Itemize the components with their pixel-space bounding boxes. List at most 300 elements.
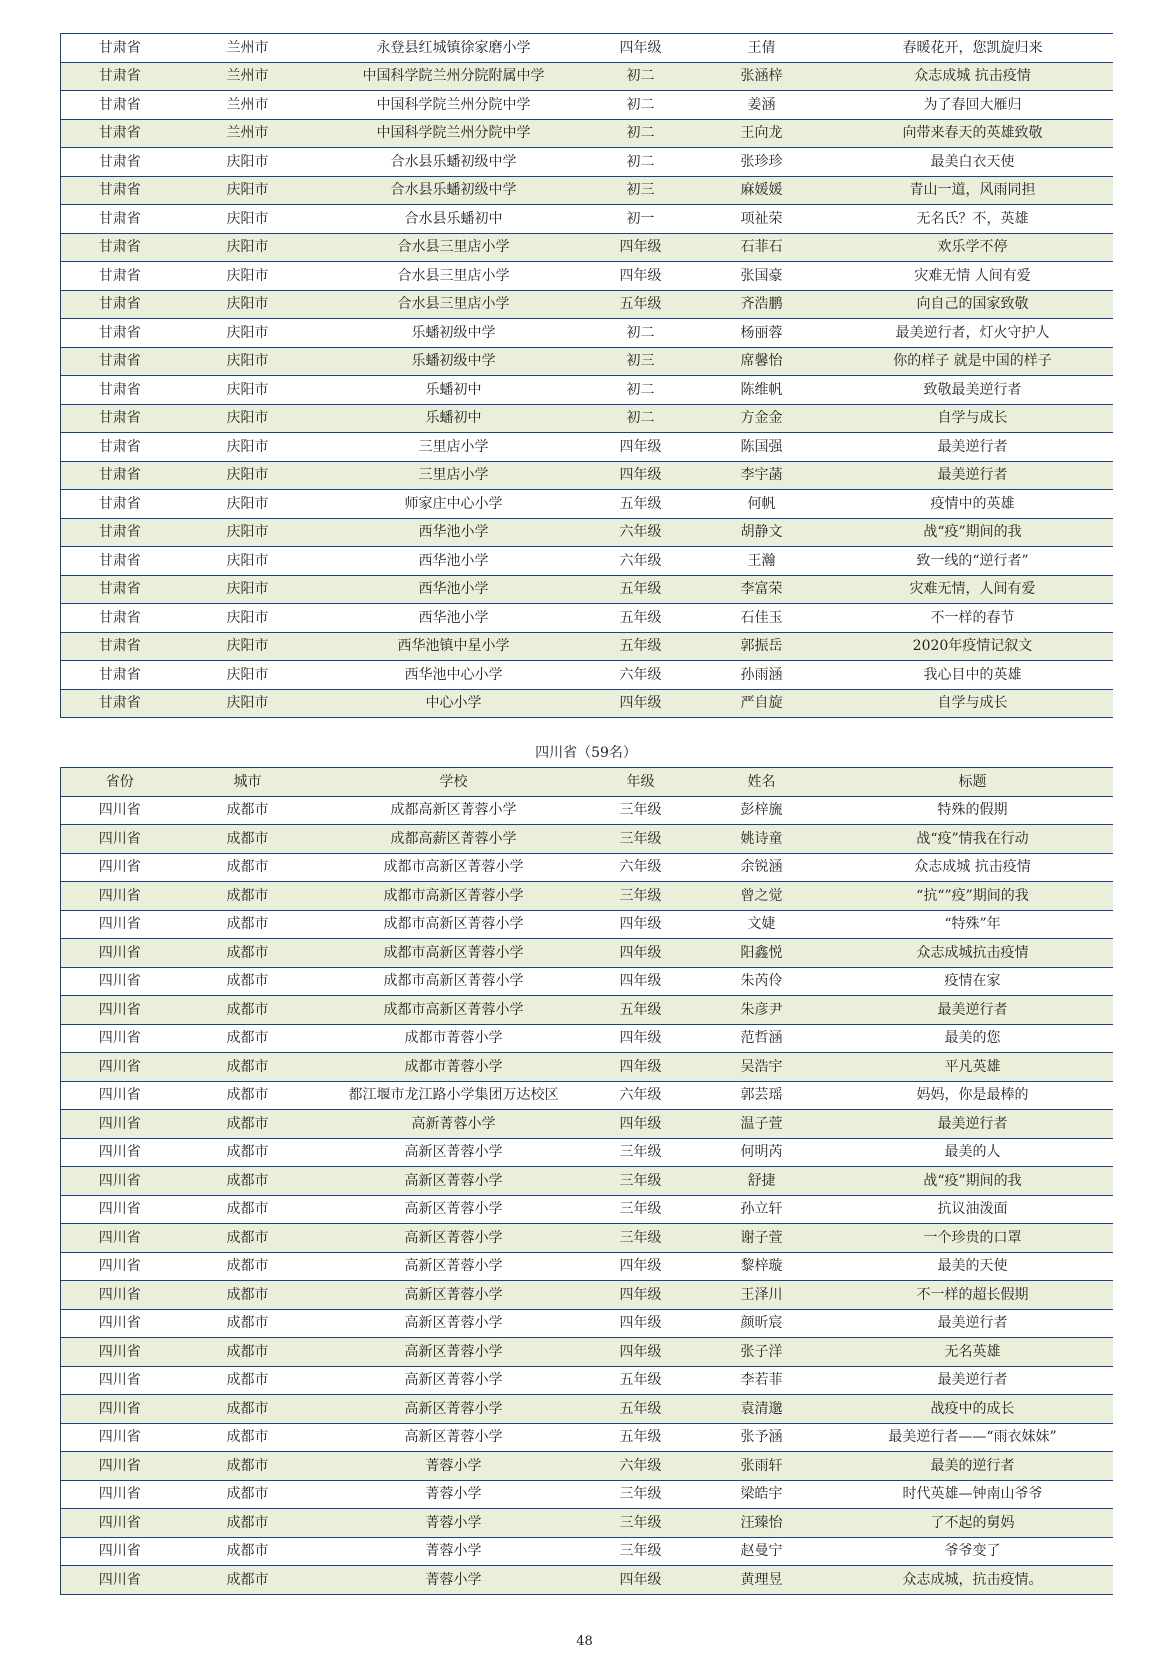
cell-school: 乐蟠初级中学 <box>317 319 591 348</box>
cell-province: 甘肃省 <box>61 490 179 519</box>
cell-grade: 四年级 <box>591 1053 691 1082</box>
table-row <box>61 547 1113 576</box>
table-row <box>61 1167 1113 1196</box>
cell-grade: 三年级 <box>591 1167 691 1196</box>
cell-grade: 初二 <box>591 62 691 91</box>
table-row <box>61 1281 1113 1310</box>
cell-school: 成都市高新区菁蓉小学 <box>317 939 591 968</box>
cell-title: 众志成城 抗击疫情 <box>833 853 1113 882</box>
cell-name: 吴浩宇 <box>691 1053 833 1082</box>
gansu-table <box>60 33 1113 718</box>
cell-title: 灾难无情 人间有爱 <box>833 262 1113 291</box>
cell-city: 成都市 <box>179 1281 317 1310</box>
cell-city: 成都市 <box>179 1024 317 1053</box>
page-number: 48 <box>576 1634 593 1649</box>
cell-name: 张予涵 <box>691 1423 833 1452</box>
table-row <box>61 996 1113 1025</box>
cell-title: 春暖花开，您凯旋归来 <box>833 34 1113 63</box>
table-row <box>61 34 1113 63</box>
table-row <box>61 1338 1113 1367</box>
cell-school: 菁蓉小学 <box>317 1452 591 1481</box>
table-row <box>61 825 1113 854</box>
cell-name: 黄理昱 <box>691 1566 833 1595</box>
table-row <box>61 319 1113 348</box>
cell-name: 谢子萱 <box>691 1224 833 1253</box>
cell-city: 成都市 <box>179 796 317 825</box>
cell-school: 西华池小学 <box>317 575 591 604</box>
cell-school: 合水县乐蟠初级中学 <box>317 176 591 205</box>
header-city: 城市 <box>179 768 317 797</box>
cell-name: 杨丽蓉 <box>691 319 833 348</box>
cell-name: 项祉荣 <box>691 205 833 234</box>
cell-grade: 四年级 <box>591 262 691 291</box>
cell-city: 成都市 <box>179 1509 317 1538</box>
cell-name: 李若菲 <box>691 1366 833 1395</box>
cell-province: 四川省 <box>61 853 179 882</box>
cell-city: 庆阳市 <box>179 262 317 291</box>
cell-name: 王向龙 <box>691 119 833 148</box>
cell-title: 战“疫”情我在行动 <box>833 825 1113 854</box>
cell-name: 麻媛媛 <box>691 176 833 205</box>
cell-name: 王瀚 <box>691 547 833 576</box>
cell-grade: 初二 <box>591 319 691 348</box>
cell-grade: 四年级 <box>591 689 691 718</box>
cell-title: “抗“”疫”期间的我 <box>833 882 1113 911</box>
cell-school: 成都市菁蓉小学 <box>317 1053 591 1082</box>
cell-title: 2020年疫情记叙文 <box>833 632 1113 661</box>
cell-city: 成都市 <box>179 825 317 854</box>
cell-grade: 四年级 <box>591 1110 691 1139</box>
cell-province: 四川省 <box>61 996 179 1025</box>
cell-name: 郭振岳 <box>691 632 833 661</box>
cell-title: 战疫中的成长 <box>833 1395 1113 1424</box>
cell-province: 甘肃省 <box>61 290 179 319</box>
cell-grade: 四年级 <box>591 1338 691 1367</box>
cell-name: 姜涵 <box>691 91 833 120</box>
table-row <box>61 347 1113 376</box>
cell-title: 不一样的超长假期 <box>833 1281 1113 1310</box>
cell-grade: 四年级 <box>591 910 691 939</box>
header-name: 姓名 <box>691 768 833 797</box>
cell-school: 合水县三里店小学 <box>317 262 591 291</box>
cell-title: 最美逆行者 <box>833 461 1113 490</box>
table-row <box>61 1366 1113 1395</box>
cell-province: 四川省 <box>61 1167 179 1196</box>
table-row <box>61 1224 1113 1253</box>
cell-city: 成都市 <box>179 1338 317 1367</box>
cell-name: 文婕 <box>691 910 833 939</box>
cell-title: 致敬最美逆行者 <box>833 376 1113 405</box>
cell-name: 张珍珍 <box>691 148 833 177</box>
cell-school: 乐蟠初级中学 <box>317 347 591 376</box>
cell-school: 成都市高新区菁蓉小学 <box>317 967 591 996</box>
cell-name: 朱芮伶 <box>691 967 833 996</box>
cell-title: 最美逆行者 <box>833 433 1113 462</box>
cell-province: 甘肃省 <box>61 518 179 547</box>
table-row <box>61 433 1113 462</box>
cell-title: 欢乐学不停 <box>833 233 1113 262</box>
cell-grade: 四年级 <box>591 939 691 968</box>
cell-province: 四川省 <box>61 825 179 854</box>
cell-title: 一个珍贵的口罩 <box>833 1224 1113 1253</box>
cell-name: 姚诗童 <box>691 825 833 854</box>
table-row <box>61 661 1113 690</box>
cell-city: 成都市 <box>179 1224 317 1253</box>
header-grade: 年级 <box>591 768 691 797</box>
cell-grade: 三年级 <box>591 1509 691 1538</box>
cell-title: 自学与成长 <box>833 404 1113 433</box>
cell-school: 成都市高新区菁蓉小学 <box>317 910 591 939</box>
cell-school: 成都市菁蓉小学 <box>317 1024 591 1053</box>
cell-province: 四川省 <box>61 1537 179 1566</box>
table-row <box>61 1053 1113 1082</box>
cell-province: 甘肃省 <box>61 262 179 291</box>
table-row <box>61 1081 1113 1110</box>
cell-province: 四川省 <box>61 796 179 825</box>
cell-city: 庆阳市 <box>179 176 317 205</box>
cell-title: 我心目中的英雄 <box>833 661 1113 690</box>
cell-name: 孙立轩 <box>691 1195 833 1224</box>
cell-title: 最美的逆行者 <box>833 1452 1113 1481</box>
cell-name: 梁皓宇 <box>691 1480 833 1509</box>
cell-province: 甘肃省 <box>61 62 179 91</box>
cell-title: 灾难无情，人间有爱 <box>833 575 1113 604</box>
table-row <box>61 461 1113 490</box>
cell-province: 四川省 <box>61 1452 179 1481</box>
cell-city: 庆阳市 <box>179 604 317 633</box>
table-row <box>61 205 1113 234</box>
cell-province: 甘肃省 <box>61 689 179 718</box>
cell-grade: 四年级 <box>591 1566 691 1595</box>
cell-title: 无名英雄 <box>833 1338 1113 1367</box>
cell-province: 四川省 <box>61 939 179 968</box>
cell-city: 成都市 <box>179 967 317 996</box>
cell-grade: 五年级 <box>591 490 691 519</box>
cell-name: 阳鑫悦 <box>691 939 833 968</box>
cell-province: 四川省 <box>61 1024 179 1053</box>
cell-city: 成都市 <box>179 1110 317 1139</box>
cell-province: 甘肃省 <box>61 461 179 490</box>
cell-school: 高新区菁蓉小学 <box>317 1395 591 1424</box>
table-row <box>61 148 1113 177</box>
cell-name: 石佳玉 <box>691 604 833 633</box>
cell-name: 席馨怡 <box>691 347 833 376</box>
table-row <box>61 689 1113 718</box>
cell-grade: 六年级 <box>591 1081 691 1110</box>
cell-title: 最美逆行者 <box>833 1110 1113 1139</box>
cell-city: 庆阳市 <box>179 689 317 718</box>
cell-city: 庆阳市 <box>179 632 317 661</box>
table-row <box>61 1452 1113 1481</box>
cell-province: 四川省 <box>61 910 179 939</box>
cell-title: 众志成城，抗击疫情。 <box>833 1566 1113 1595</box>
cell-school: 成都高新区菁蓉小学 <box>317 796 591 825</box>
table-row <box>61 939 1113 968</box>
cell-school: 中国科学院兰州分院中学 <box>317 91 591 120</box>
cell-title: 最美逆行者 <box>833 1309 1113 1338</box>
cell-province: 甘肃省 <box>61 347 179 376</box>
table-row <box>61 1195 1113 1224</box>
cell-name: 齐浩鹏 <box>691 290 833 319</box>
table-row <box>61 1252 1113 1281</box>
cell-name: 赵曼宁 <box>691 1537 833 1566</box>
table-row <box>61 1110 1113 1139</box>
cell-city: 成都市 <box>179 1480 317 1509</box>
cell-city: 庆阳市 <box>179 661 317 690</box>
cell-province: 四川省 <box>61 1138 179 1167</box>
cell-city: 庆阳市 <box>179 148 317 177</box>
cell-province: 四川省 <box>61 1423 179 1452</box>
table-row <box>61 796 1113 825</box>
cell-province: 四川省 <box>61 1338 179 1367</box>
cell-school: 菁蓉小学 <box>317 1566 591 1595</box>
table-row <box>61 1423 1113 1452</box>
cell-city: 成都市 <box>179 1081 317 1110</box>
cell-name: 朱彦尹 <box>691 996 833 1025</box>
cell-school: 菁蓉小学 <box>317 1480 591 1509</box>
cell-province: 四川省 <box>61 1309 179 1338</box>
cell-city: 成都市 <box>179 1138 317 1167</box>
cell-name: 张涵梓 <box>691 62 833 91</box>
cell-grade: 初二 <box>591 91 691 120</box>
cell-grade: 五年级 <box>591 575 691 604</box>
cell-grade: 初三 <box>591 347 691 376</box>
cell-province: 四川省 <box>61 1252 179 1281</box>
cell-title: 最美逆行者 <box>833 996 1113 1025</box>
cell-school: 中国科学院兰州分院附属中学 <box>317 62 591 91</box>
cell-province: 甘肃省 <box>61 433 179 462</box>
table-row <box>61 1024 1113 1053</box>
cell-title: 无名氏？不，英雄 <box>833 205 1113 234</box>
cell-school: 乐蟠初中 <box>317 404 591 433</box>
cell-city: 庆阳市 <box>179 205 317 234</box>
cell-grade: 五年级 <box>591 632 691 661</box>
cell-grade: 六年级 <box>591 518 691 547</box>
cell-grade: 三年级 <box>591 1224 691 1253</box>
cell-school: 西华池小学 <box>317 518 591 547</box>
cell-name: 舒捷 <box>691 1167 833 1196</box>
cell-school: 成都市高新区菁蓉小学 <box>317 882 591 911</box>
cell-city: 庆阳市 <box>179 233 317 262</box>
cell-title: 不一样的春节 <box>833 604 1113 633</box>
cell-school: 成都市高新区菁蓉小学 <box>317 853 591 882</box>
cell-title: 青山一道，风雨同担 <box>833 176 1113 205</box>
cell-province: 甘肃省 <box>61 319 179 348</box>
cell-grade: 三年级 <box>591 1480 691 1509</box>
cell-grade: 四年级 <box>591 461 691 490</box>
cell-title: 战“疫”期间的我 <box>833 518 1113 547</box>
cell-school: 三里店小学 <box>317 433 591 462</box>
cell-grade: 六年级 <box>591 853 691 882</box>
cell-title: 向自己的国家致敬 <box>833 290 1113 319</box>
cell-city: 成都市 <box>179 1423 317 1452</box>
cell-grade: 初二 <box>591 119 691 148</box>
table-row <box>61 1509 1113 1538</box>
cell-grade: 四年级 <box>591 233 691 262</box>
section-title: 四川省（59名） <box>535 745 637 761</box>
cell-school: 高新区菁蓉小学 <box>317 1195 591 1224</box>
cell-grade: 初一 <box>591 205 691 234</box>
cell-school: 高新区菁蓉小学 <box>317 1309 591 1338</box>
cell-name: 张子洋 <box>691 1338 833 1367</box>
table-row <box>61 882 1113 911</box>
cell-school: 乐蟠初中 <box>317 376 591 405</box>
cell-title: 疫情在家 <box>833 967 1113 996</box>
cell-name: 陈维帆 <box>691 376 833 405</box>
cell-title: 最美白衣天使 <box>833 148 1113 177</box>
cell-grade: 六年级 <box>591 1452 691 1481</box>
cell-city: 成都市 <box>179 1566 317 1595</box>
cell-province: 甘肃省 <box>61 547 179 576</box>
cell-province: 四川省 <box>61 1366 179 1395</box>
cell-school: 合水县三里店小学 <box>317 233 591 262</box>
cell-province: 四川省 <box>61 1081 179 1110</box>
cell-name: 张雨轩 <box>691 1452 833 1481</box>
table-row <box>61 176 1113 205</box>
header-school: 学校 <box>317 768 591 797</box>
cell-name: 何帆 <box>691 490 833 519</box>
sichuan-table <box>60 767 1113 1595</box>
cell-city: 成都市 <box>179 1452 317 1481</box>
cell-name: 郭芸瑶 <box>691 1081 833 1110</box>
cell-city: 庆阳市 <box>179 547 317 576</box>
cell-name: 汪臻怡 <box>691 1509 833 1538</box>
table-row <box>61 376 1113 405</box>
cell-name: 王泽川 <box>691 1281 833 1310</box>
table-row <box>61 262 1113 291</box>
cell-province: 四川省 <box>61 1053 179 1082</box>
cell-title: “特殊”年 <box>833 910 1113 939</box>
cell-school: 西华池小学 <box>317 547 591 576</box>
cell-name: 孙雨涵 <box>691 661 833 690</box>
table-row <box>61 490 1113 519</box>
cell-name: 李富荣 <box>691 575 833 604</box>
cell-city: 成都市 <box>179 996 317 1025</box>
cell-grade: 六年级 <box>591 547 691 576</box>
cell-title: 向带来春天的英雄致敬 <box>833 119 1113 148</box>
cell-grade: 四年级 <box>591 967 691 996</box>
cell-province: 四川省 <box>61 1281 179 1310</box>
cell-grade: 三年级 <box>591 882 691 911</box>
cell-name: 温子萱 <box>691 1110 833 1139</box>
cell-title: 战“疫”期间的我 <box>833 1167 1113 1196</box>
cell-name: 严自旋 <box>691 689 833 718</box>
cell-title: 最美逆行者——“雨衣妹妹” <box>833 1423 1113 1452</box>
table-row <box>61 233 1113 262</box>
cell-city: 成都市 <box>179 882 317 911</box>
table-row <box>61 91 1113 120</box>
table-row <box>61 290 1113 319</box>
cell-grade: 初二 <box>591 148 691 177</box>
cell-province: 四川省 <box>61 1509 179 1538</box>
cell-school: 合水县乐蟠初中 <box>317 205 591 234</box>
cell-city: 庆阳市 <box>179 404 317 433</box>
cell-title: 抗议油泼面 <box>833 1195 1113 1224</box>
cell-title: 妈妈，你是最棒的 <box>833 1081 1113 1110</box>
cell-title: 致一线的“逆行者” <box>833 547 1113 576</box>
cell-province: 四川省 <box>61 1480 179 1509</box>
cell-school: 成都市高新区菁蓉小学 <box>317 996 591 1025</box>
cell-title: 为了春回大雁归 <box>833 91 1113 120</box>
cell-school: 高新区菁蓉小学 <box>317 1281 591 1310</box>
cell-school: 都江堰市龙江路小学集团万达校区 <box>317 1081 591 1110</box>
cell-province: 四川省 <box>61 1195 179 1224</box>
table-row <box>61 632 1113 661</box>
cell-title: 特殊的假期 <box>833 796 1113 825</box>
cell-name: 石菲石 <box>691 233 833 262</box>
table-row <box>61 1309 1113 1338</box>
table-row <box>61 853 1113 882</box>
cell-grade: 四年级 <box>591 1252 691 1281</box>
cell-school: 高新区菁蓉小学 <box>317 1138 591 1167</box>
cell-province: 甘肃省 <box>61 91 179 120</box>
cell-province: 甘肃省 <box>61 34 179 63</box>
cell-city: 庆阳市 <box>179 461 317 490</box>
table-row <box>61 910 1113 939</box>
cell-city: 庆阳市 <box>179 433 317 462</box>
table-row <box>61 518 1113 547</box>
cell-school: 高新菁蓉小学 <box>317 1110 591 1139</box>
table-header-row <box>61 768 1113 797</box>
cell-school: 中国科学院兰州分院中学 <box>317 119 591 148</box>
cell-grade: 四年级 <box>591 433 691 462</box>
cell-city: 庆阳市 <box>179 347 317 376</box>
cell-city: 成都市 <box>179 1195 317 1224</box>
cell-title: 了不起的舅妈 <box>833 1509 1113 1538</box>
cell-name: 何明芮 <box>691 1138 833 1167</box>
cell-city: 兰州市 <box>179 91 317 120</box>
cell-province: 甘肃省 <box>61 661 179 690</box>
cell-school: 高新区菁蓉小学 <box>317 1224 591 1253</box>
cell-city: 庆阳市 <box>179 290 317 319</box>
cell-grade: 三年级 <box>591 825 691 854</box>
cell-title: 最美逆行者，灯火守护人 <box>833 319 1113 348</box>
cell-title: 最美的天使 <box>833 1252 1113 1281</box>
cell-title: 最美逆行者 <box>833 1366 1113 1395</box>
cell-name: 方金金 <box>691 404 833 433</box>
cell-title: 自学与成长 <box>833 689 1113 718</box>
cell-school: 成都高薪区菁蓉小学 <box>317 825 591 854</box>
cell-city: 成都市 <box>179 1537 317 1566</box>
table-row <box>61 575 1113 604</box>
cell-name: 李宇菡 <box>691 461 833 490</box>
cell-grade: 三年级 <box>591 796 691 825</box>
cell-grade: 初三 <box>591 176 691 205</box>
cell-city: 成都市 <box>179 910 317 939</box>
cell-city: 成都市 <box>179 1167 317 1196</box>
cell-province: 四川省 <box>61 1566 179 1595</box>
cell-school: 西华池中心小学 <box>317 661 591 690</box>
cell-name: 黎梓璇 <box>691 1252 833 1281</box>
cell-province: 四川省 <box>61 1395 179 1424</box>
table-row <box>61 1537 1113 1566</box>
cell-province: 甘肃省 <box>61 575 179 604</box>
cell-name: 胡静文 <box>691 518 833 547</box>
cell-grade: 五年级 <box>591 996 691 1025</box>
cell-school: 合水县乐蟠初级中学 <box>317 148 591 177</box>
header-title: 标题 <box>833 768 1113 797</box>
table-row <box>61 1566 1113 1595</box>
cell-city: 成都市 <box>179 939 317 968</box>
cell-city: 兰州市 <box>179 34 317 63</box>
cell-grade: 五年级 <box>591 1423 691 1452</box>
cell-name: 袁清邈 <box>691 1395 833 1424</box>
cell-province: 甘肃省 <box>61 632 179 661</box>
table-row <box>61 1138 1113 1167</box>
cell-province: 甘肃省 <box>61 119 179 148</box>
table-row <box>61 967 1113 996</box>
cell-grade: 四年级 <box>591 1309 691 1338</box>
